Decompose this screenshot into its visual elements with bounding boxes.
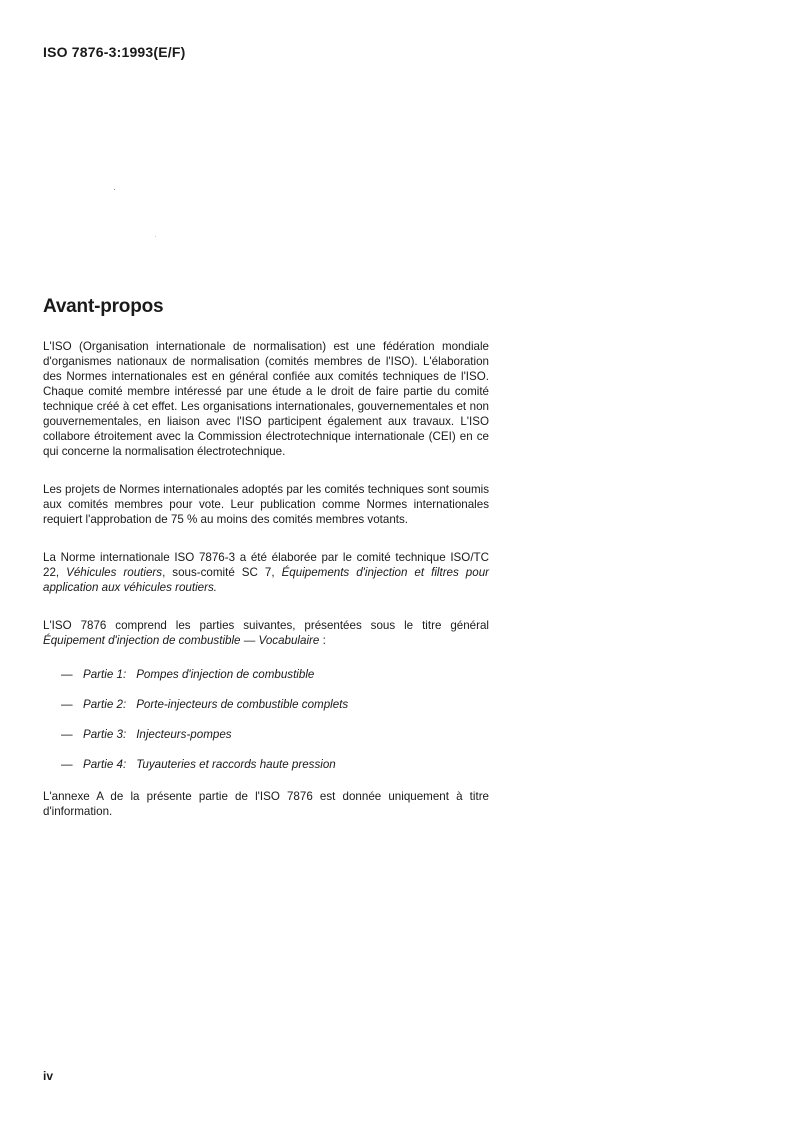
part-label: Partie 4: [83, 758, 127, 771]
dash-bullet: — [61, 758, 73, 771]
dash-bullet: — [61, 728, 73, 741]
foreword-body [43, 339, 489, 819]
committee-name: Véhicules routiers [66, 566, 163, 579]
part-label: Partie 3: [83, 728, 127, 741]
page-number: iv [43, 1069, 54, 1083]
part-title: Pompes d'injection de combustible [136, 668, 315, 681]
dash-bullet: — [61, 668, 73, 681]
list-item [61, 697, 489, 712]
dash-bullet: — [61, 698, 73, 711]
part-title: Porte-injecteurs de combustible complets [136, 698, 349, 711]
part-label: Partie 1: [83, 668, 127, 681]
part-title: Tuyauteries et raccords haute pression [136, 758, 336, 771]
subcommittee-name: Équipements d'injection et filtres pour application aux véhicules routiers. [43, 566, 490, 594]
document-id: ISO 7876-3:1993(E/F) [43, 44, 186, 60]
paragraph-annex: L'annexe A de la présente partie de l'ISO 7876 est donnée uniquement à titre d'information. [43, 790, 489, 818]
list-item [61, 727, 489, 742]
section-title: Avant-propos [43, 296, 164, 317]
committee-text: La Norme internationale ISO 7876-3 a été élaborée par le comité technique ISO/TC 22, [43, 551, 489, 579]
part-label: Partie 2: [83, 698, 127, 711]
scan-speck [155, 236, 156, 237]
list-item [61, 757, 489, 772]
parts-intro-colon: : [319, 634, 326, 647]
paragraph-committee [43, 550, 489, 595]
scan-speck [114, 189, 115, 190]
parts-list [43, 667, 489, 772]
subcommittee-text: , sous-comité SC 7, [162, 566, 282, 579]
parts-intro-text: L'ISO 7876 comprend les parties suivantes, présentées sous le titre général [43, 619, 489, 632]
list-item [61, 667, 489, 682]
paragraph-parts-intro [43, 618, 489, 648]
paragraph-voting: Les projets de Normes internationales adoptés par les comités techniques sont soumis aux comités membres pour vote. Leur publication comme Normes internationales requiert l'approbation de 75 % au moins des comités membres votants. [43, 483, 489, 526]
part-title: Injecteurs-pompes [136, 728, 232, 741]
general-title: Équipement d'injection de combustible — Vocabulaire [43, 634, 320, 647]
paragraph-iso-intro: L'ISO (Organisation internationale de normalisation) est une fédération mondiale d'organismes nationaux de normalisation (comités membres de l'ISO). L'élaboration des Normes internationales est en général confiée aux comités techniques de l'ISO. Chaque comité membre intéressé par une étude a le droit de faire partie du comité technique créé à cet effet. Les organisations internationales, gouvernementales et non gouvernementales, en liaison avec l'ISO participent également aux travaux. L'ISO collabore étroitement avec la Commission électrotechnique internationale (CEI) en ce qui concerne la normalisation électrotechnique. [43, 340, 489, 458]
